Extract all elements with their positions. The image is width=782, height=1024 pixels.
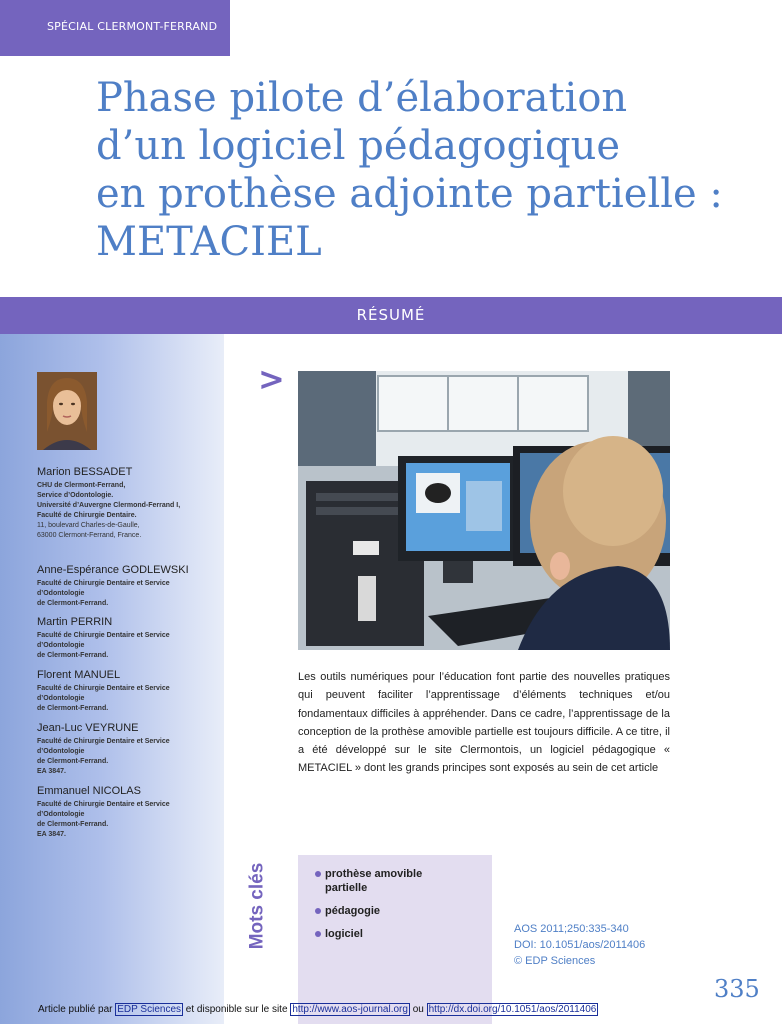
keyword-item: logiciel bbox=[315, 927, 455, 941]
author-name: Martin PERRIN bbox=[37, 616, 113, 628]
citation-doi: DOI: 10.1051/aos/2011406 bbox=[514, 939, 646, 951]
footer-notice bbox=[38, 1004, 598, 1015]
footer-middle: et disponible sur le site bbox=[185, 1004, 288, 1015]
chevron-right-icon: > bbox=[258, 360, 285, 398]
author-affiliation-line: de Clermont-Ferrand. bbox=[37, 758, 109, 765]
author-affiliation-line: de Clermont-Ferrand. bbox=[37, 821, 109, 828]
author-entry bbox=[37, 785, 217, 840]
journal-site-link[interactable]: http://www.aos-journal.org bbox=[292, 1004, 408, 1015]
author-affiliation-line: de Clermont-Ferrand. bbox=[37, 600, 109, 607]
resume-label: RÉSUMÉ bbox=[356, 306, 426, 324]
author-entry bbox=[37, 616, 217, 661]
author-address-line: 11, boulevard Charles-de-Gaulle, bbox=[37, 522, 140, 529]
author-affiliation-line: Service d’Odontologie. bbox=[37, 492, 114, 499]
article-title bbox=[96, 74, 736, 266]
author-affiliation-line: Faculté de Chirurgie Dentaire et Service d’Odontologie bbox=[37, 580, 170, 597]
author-affiliation-line: Faculté de Chirurgie Dentaire. bbox=[37, 512, 137, 519]
footer-or: ou bbox=[412, 1004, 424, 1015]
page-number: 335 bbox=[714, 975, 760, 1003]
section-label: SPÉCIAL CLERMONT-FERRAND bbox=[47, 20, 218, 33]
author-affiliation-line: de Clermont-Ferrand. bbox=[37, 705, 109, 712]
author-name: Emmanuel NICOLAS bbox=[37, 785, 141, 797]
author-entry bbox=[37, 669, 217, 714]
author-address-line: 63000 Clermont-Ferrand, France. bbox=[37, 532, 142, 539]
keywords-list bbox=[298, 855, 492, 941]
section-tab bbox=[0, 0, 230, 56]
resume-banner bbox=[0, 297, 782, 334]
author-affiliation-line: Université d’Auvergne Clermond-Ferrand I, bbox=[37, 502, 181, 509]
author-entry bbox=[37, 722, 217, 777]
author-name: Anne-Espérance GODLEWSKI bbox=[37, 564, 189, 576]
classroom-illustration bbox=[298, 371, 670, 650]
keywords-heading bbox=[246, 855, 286, 957]
abstract-text: Les outils numériques pour l’éducation font partie des nouvelles pratiques qui peuvent faciliter l’apprentissage d’éléments techniques et/ou fondamentaux difficiles à appréhender. Dans ce cadre, l’apprentissage de la conception de la prothèse amovible partielle est toujours difficile. A ce titre, il a été développé sur le site Clermontois, un logiciel pédagogique « METACIEL » dont les grands principes sont exposés au sein de cet article bbox=[298, 671, 670, 775]
author-affiliation-line: Faculté de Chirurgie Dentaire et Service d’Odontologie bbox=[37, 801, 170, 818]
portrait-image bbox=[37, 372, 97, 450]
title-line: Phase pilote d’élaboration bbox=[96, 75, 628, 121]
author-photo bbox=[37, 372, 97, 450]
author-affiliation-line: Faculté de Chirurgie Dentaire et Service d’Odontologie bbox=[37, 685, 170, 702]
keywords-label: Mots clés bbox=[246, 862, 268, 950]
keywords-box bbox=[298, 855, 492, 1024]
article-photo bbox=[298, 371, 670, 650]
title-line: en prothèse adjointe partielle : bbox=[96, 171, 723, 217]
author-affiliation-line: CHU de Clermont-Ferrand, bbox=[37, 482, 126, 489]
title-line: d’un logiciel pédagogique bbox=[96, 123, 621, 169]
keyword-item: prothèse amovible partielle bbox=[315, 867, 455, 895]
footer-prefix: Article publié par bbox=[38, 1004, 113, 1015]
citation-journal: AOS 2011;250:335-340 bbox=[514, 923, 629, 935]
author-name: Florent MANUEL bbox=[37, 669, 121, 681]
author-affiliation-line: Faculté de Chirurgie Dentaire et Service d’Odontologie bbox=[37, 632, 170, 649]
doi-link[interactable]: http://dx.doi.org/10.1051/aos/2011406 bbox=[428, 1004, 597, 1015]
author-entry bbox=[37, 564, 217, 609]
author-affiliation-line: EA 3847. bbox=[37, 831, 66, 838]
author-name: Jean-Luc VEYRUNE bbox=[37, 722, 139, 734]
keyword-item: pédagogie bbox=[315, 904, 455, 918]
author-affiliation-line: Faculté de Chirurgie Dentaire et Service d’Odontologie bbox=[37, 738, 170, 755]
author-affiliation-line: EA 3847. bbox=[37, 768, 66, 775]
author-entry bbox=[37, 466, 217, 541]
publisher-link[interactable]: EDP Sciences bbox=[117, 1004, 182, 1015]
citation-block bbox=[514, 921, 645, 969]
author-affiliation-line: de Clermont-Ferrand. bbox=[37, 652, 109, 659]
citation-copyright: © EDP Sciences bbox=[514, 955, 596, 967]
author-name: Marion BESSADET bbox=[37, 466, 133, 478]
title-line: METACIEL bbox=[96, 219, 322, 265]
